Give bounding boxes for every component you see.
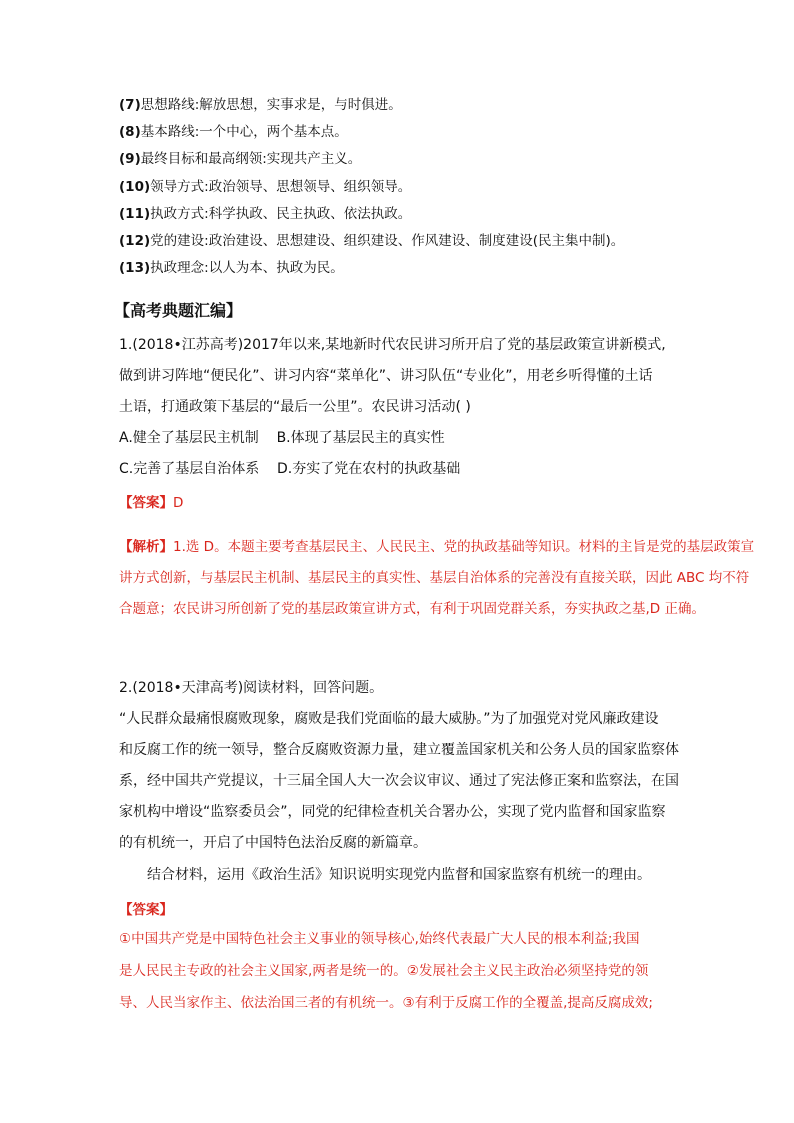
explanation-1: 【解析】1.选 D。本题主要考查基层民主、人民民主、党的执政基础等知识。材料的主旨是党的基层政策宣 — [119, 539, 755, 555]
question-1-option: C.完善了基层自治体系 D.夯实了党在农村的执政基础 — [119, 461, 461, 477]
list-item: (8)基本路线:一个中心，两个基本点。 — [119, 124, 348, 140]
answer-2-label: 【答案】 — [119, 902, 173, 918]
question-1-option: A.健全了基层民主机制 B.体现了基层民主的真实性 — [119, 430, 445, 446]
list-item: (7)思想路线:解放思想，实事求是，与时俱进。 — [119, 97, 402, 113]
question-2-text: 家机构中增设“监察委员会”，同党的纪律检查机关合署办公，实现了党内监督和国家监察 — [119, 804, 666, 820]
question-1-text: 做到讲习阵地“便民化”、讲习内容“菜单化”、讲习队伍“专业化”，用老乡听得懂的土话 — [119, 368, 653, 384]
list-item: (13)执政理念:以人为本、执政为民。 — [119, 260, 344, 276]
question-2-text: 和反腐工作的统一领导，整合反腐败资源力量，建立覆盖国家机关和公务人员的国家监察体 — [119, 742, 679, 758]
question-1-text: 土语，打通政策下基层的“最后一公里”。农民讲习活动( ) — [119, 399, 471, 415]
answer-2-line: 是人民民主专政的社会主义国家,两者是统一的。②发展社会主义民主政治必须坚持党的领 — [119, 963, 649, 979]
list-item: (12)党的建设:政治建设、思想建设、组织建设、作风建设、制度建设(民主集中制)。 — [119, 233, 625, 249]
list-item: (11)执政方式:科学执政、民主执政、依法执政。 — [119, 206, 412, 222]
question-2-text: 系，经中国共产党提议，十三届全国人大一次会议审议、通过了宪法修正案和监察法，在国 — [119, 773, 679, 789]
explanation-1-line: 讲方式创新，与基层民主机制、基层民主的真实性、基层自治体系的完善没有直接关联，因此 ABC 均不符 — [119, 570, 750, 586]
question-2-prompt: 结合材料，运用《政治生活》知识说明实现党内监督和国家监察有机统一的理由。 — [147, 867, 651, 883]
list-item: (9)最终目标和最高纲领:实现共产主义。 — [119, 151, 362, 167]
question-1-text: 1.(2018•江苏高考)2017年以来,某地新时代农民讲习所开启了党的基层政策宣讲新模式, — [119, 337, 666, 353]
answer-2-line: 导、人民当家作主、依法治国三者的有机统一。③有利于反腐工作的全覆盖,提高反腐成效; — [119, 995, 653, 1011]
section-title: 【高考典题汇编】 — [114, 301, 243, 320]
question-2-text: 2.(2018•天津高考)阅读材料，回答问题。 — [119, 680, 384, 696]
answer-1: 【答案】D — [119, 495, 184, 511]
explanation-1-line: 合题意；农民讲习所创新了党的基层政策宣讲方式，有利于巩固党群关系，夯实执政之基,D 正确。 — [119, 601, 705, 617]
list-item: (10)领导方式:政治领导、思想领导、组织领导。 — [119, 179, 412, 195]
question-2-text: 的有机统一，开启了中国特色法治反腐的新篇章。 — [119, 835, 427, 851]
answer-2-line: ①中国共产党是中国特色社会主义事业的领导核心,始终代表最广大人民的根本利益;我国 — [119, 931, 640, 947]
question-2-text: “人民群众最痛恨腐败现象，腐败是我们党面临的最大威胁。”为了加强党对党风廉政建设 — [119, 711, 659, 727]
